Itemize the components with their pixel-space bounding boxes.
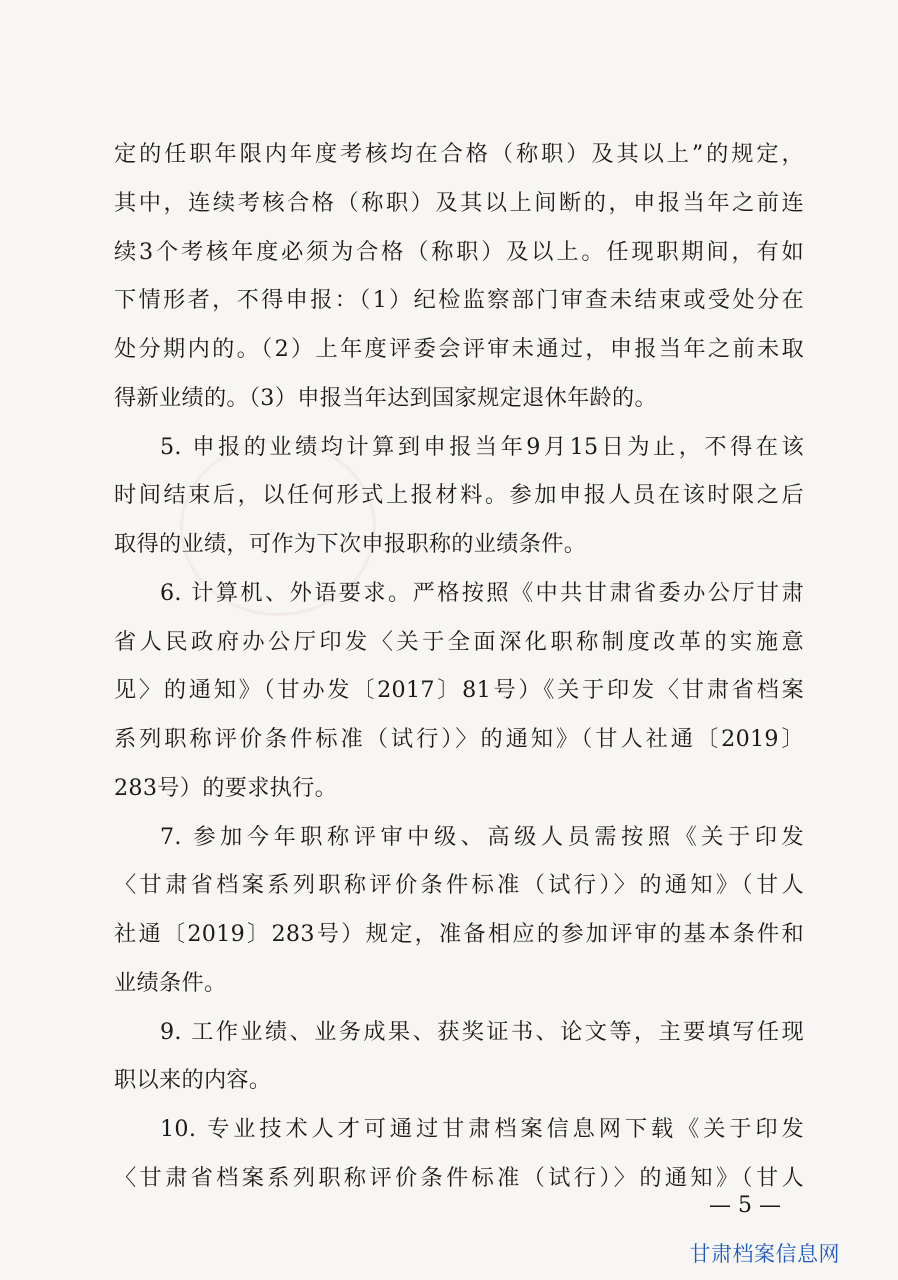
text-line: 续3个考核年度必须为合格（称职）及以上。任现职期间，有如 bbox=[114, 239, 804, 265]
text-line: 见〉的通知》（甘办发〔2017〕81号）《关于印发〈甘肃省档案 bbox=[114, 677, 804, 703]
text-line: 处分期内的。（2）上年度评委会评审未通过，申报当年之前未取 bbox=[114, 336, 804, 362]
text-line: 职以来的内容。 bbox=[114, 1067, 272, 1093]
page-number: — 5 — bbox=[709, 1193, 781, 1218]
text-line: 得新业绩的。（3）申报当年达到国家规定退休年龄的。 bbox=[114, 385, 658, 411]
text-line: 省人民政府办公厅印发〈关于全面深化职称制度改革的实施意 bbox=[114, 629, 804, 655]
text-line: 取得的业绩，可作为下次申报职称的业绩条件。 bbox=[114, 531, 587, 557]
text-line: 其中，连续考核合格（称职）及其以上间断的，申报当年之前连 bbox=[114, 190, 804, 216]
paragraph-5-line: 5. 申报的业绩均计算到申报当年9月15日为止，不得在该 bbox=[160, 434, 804, 460]
paragraph-7-line: 7. 参加今年职称评审中级、高级人员需按照《关于印发 bbox=[160, 824, 804, 850]
text-line: 下情形者，不得申报：（1）纪检监察部门审查未结束或受处分在 bbox=[114, 287, 804, 313]
paragraph-9-line: 9. 工作业绩、业务成果、获奖证书、论文等，主要填写任现 bbox=[160, 1019, 804, 1045]
text-line: 社通〔2019〕283号）规定，准备相应的参加评审的基本条件和 bbox=[114, 921, 804, 947]
text-line: 定的任职年限内年度考核均在合格（称职）及其以上”的规定， bbox=[114, 141, 804, 167]
text-line: 系列职称评价条件标准（试行）〉的通知》（甘人社通〔2019〕 bbox=[114, 726, 804, 752]
text-line: 〈甘肃省档案系列职称评价条件标准（试行）〉的通知》（甘人 bbox=[114, 872, 804, 898]
text-line: 业绩条件。 bbox=[114, 970, 227, 996]
text-line: 时间结束后，以任何形式上报材料。参加申报人员在该时限之后 bbox=[114, 482, 804, 508]
site-watermark: 甘肃档案信息网 bbox=[689, 1242, 840, 1266]
text-line: 283号）的要求执行。 bbox=[114, 775, 338, 801]
paragraph-10-line: 10. 专业技术人才可通过甘肃档案信息网下载《关于印发 bbox=[160, 1116, 804, 1142]
text-line: 〈甘肃省档案系列职称评价条件标准（试行）〉的通知》（甘人 bbox=[114, 1165, 804, 1191]
paragraph-6-line: 6. 计算机、外语要求。严格按照《中共甘肃省委办公厅甘肃 bbox=[160, 580, 804, 606]
